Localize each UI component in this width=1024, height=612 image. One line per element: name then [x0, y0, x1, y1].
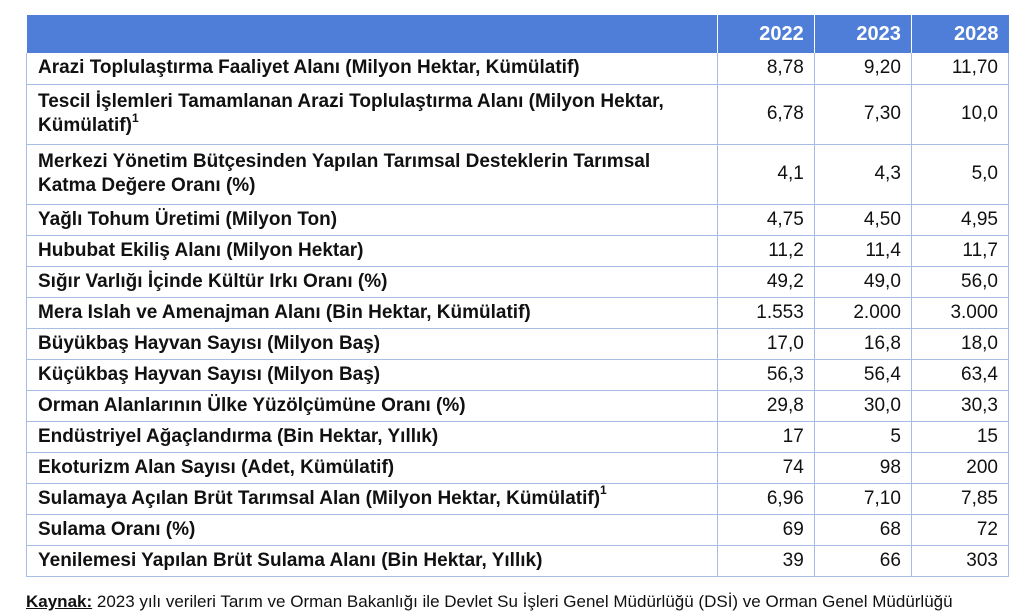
table-row [27, 390, 1009, 421]
row-label: Endüstriyel Ağaçlandırma (Bin Hektar, Yıllık) [38, 425, 439, 447]
row-label-cell [27, 545, 718, 576]
row-label: Ekoturizm Alan Sayısı (Adet, Kümülatif) [38, 456, 395, 478]
row-label: Sığır Varlığı İçinde Kültür Irkı Oranı (%) [38, 270, 388, 292]
value-cell-2028: 30,3 [911, 390, 1008, 421]
value-cell-2022: 8,78 [717, 53, 814, 84]
value-cell-2022: 69 [717, 514, 814, 545]
row-label-cell [27, 204, 718, 235]
value-cell-2023: 7,30 [814, 84, 911, 144]
value-cell-2023: 66 [814, 545, 911, 576]
row-label-cell [27, 514, 718, 545]
row-label-cell [27, 266, 718, 297]
row-label-cell [27, 328, 718, 359]
row-label: Yenilemesi Yapılan Brüt Sulama Alanı (Bin Hektar, Yıllık) [38, 549, 543, 571]
value-cell-2028: 56,0 [911, 266, 1008, 297]
row-label: Orman Alanlarının Ülke Yüzölçümüne Oranı (%) [38, 394, 466, 416]
value-cell-2022: 17,0 [717, 328, 814, 359]
table-row [27, 359, 1009, 390]
value-cell-2028: 10,0 [911, 84, 1008, 144]
footnote-marker: 1 [600, 483, 607, 498]
value-cell-2028: 11,70 [911, 53, 1008, 84]
row-label-cell [27, 297, 718, 328]
value-cell-2023: 5 [814, 421, 911, 452]
row-label-cell [27, 390, 718, 421]
value-cell-2022: 4,75 [717, 204, 814, 235]
table-row [27, 328, 1009, 359]
value-cell-2028: 7,85 [911, 483, 1008, 514]
value-cell-2022: 1.553 [717, 297, 814, 328]
value-cell-2028: 200 [911, 452, 1008, 483]
row-label: Sulama Oranı (%) [38, 518, 196, 540]
row-label-cell [27, 359, 718, 390]
value-cell-2028: 5,0 [911, 144, 1008, 204]
row-label-cell [27, 84, 718, 144]
row-label: Hububat Ekiliş Alanı (Milyon Hektar) [38, 239, 364, 261]
table-body [27, 53, 1009, 576]
row-label-cell [27, 235, 718, 266]
value-cell-2022: 39 [717, 545, 814, 576]
row-label-cell [27, 144, 718, 204]
value-cell-2028: 15 [911, 421, 1008, 452]
row-label: Sulamaya Açılan Brüt Tarımsal Alan (Milyon Hektar, Kümülatif) [38, 487, 601, 509]
row-label: Tescil İşlemleri Tamamlanan Arazi Toplulaştırma Alanı (Milyon Hektar, Kümülatif) [38, 91, 664, 136]
value-cell-2023: 2.000 [814, 297, 911, 328]
value-cell-2023: 7,10 [814, 483, 911, 514]
value-cell-2028: 303 [911, 545, 1008, 576]
footnote-marker: 1 [131, 110, 139, 125]
value-cell-2028: 3.000 [911, 297, 1008, 328]
header-year-2023: 2023 [814, 15, 911, 53]
value-cell-2023: 16,8 [814, 328, 911, 359]
table-row [27, 452, 1009, 483]
header-label-cell [27, 15, 718, 53]
value-cell-2028: 63,4 [911, 359, 1008, 390]
value-cell-2022: 6,96 [717, 483, 814, 514]
value-cell-2023: 30,0 [814, 390, 911, 421]
value-cell-2022: 74 [717, 452, 814, 483]
table-row [27, 266, 1009, 297]
row-label: Merkezi Yönetim Bütçesinden Yapılan Tarımsal Desteklerin Tarımsal Katma Değere Oranı (%) [38, 151, 651, 196]
value-cell-2022: 56,3 [717, 359, 814, 390]
indicator-table-container [26, 15, 1009, 577]
value-cell-2028: 18,0 [911, 328, 1008, 359]
table-row [27, 421, 1009, 452]
value-cell-2022: 17 [717, 421, 814, 452]
row-label-cell [27, 421, 718, 452]
value-cell-2023: 98 [814, 452, 911, 483]
value-cell-2022: 6,78 [717, 84, 814, 144]
table-header-row [27, 15, 1009, 53]
table-row [27, 84, 1009, 144]
value-cell-2023: 4,50 [814, 204, 911, 235]
value-cell-2028: 11,7 [911, 235, 1008, 266]
row-label: Yağlı Tohum Üretimi (Milyon Ton) [38, 208, 338, 230]
row-label: Büyükbaş Hayvan Sayısı (Milyon Baş) [38, 332, 381, 354]
table-row [27, 545, 1009, 576]
table-row [27, 483, 1009, 514]
value-cell-2023: 4,3 [814, 144, 911, 204]
value-cell-2023: 68 [814, 514, 911, 545]
table-row [27, 297, 1009, 328]
value-cell-2022: 29,8 [717, 390, 814, 421]
row-label: Mera Islah ve Amenajman Alanı (Bin Hektar, Kümülatif) [38, 301, 531, 323]
table-row [27, 144, 1009, 204]
value-cell-2023: 56,4 [814, 359, 911, 390]
table-row [27, 514, 1009, 545]
value-cell-2028: 4,95 [911, 204, 1008, 235]
row-label-cell [27, 483, 718, 514]
value-cell-2023: 49,0 [814, 266, 911, 297]
header-year-2022: 2022 [717, 15, 814, 53]
table-row [27, 204, 1009, 235]
value-cell-2023: 9,20 [814, 53, 911, 84]
row-label: Küçükbaş Hayvan Sayısı (Milyon Baş) [38, 363, 381, 385]
source-label: Kaynak: [26, 592, 93, 611]
value-cell-2022: 4,1 [717, 144, 814, 204]
value-cell-2022: 11,2 [717, 235, 814, 266]
header-year-2028: 2028 [911, 15, 1008, 53]
table-row [27, 53, 1009, 84]
row-label-cell [27, 53, 718, 84]
row-label-cell [27, 452, 718, 483]
row-label: Arazi Toplulaştırma Faaliyet Alanı (Milyon Hektar, Kümülatif) [38, 57, 580, 79]
value-cell-2023: 11,4 [814, 235, 911, 266]
indicator-table [26, 15, 1009, 577]
value-cell-2022: 49,2 [717, 266, 814, 297]
source-note [26, 592, 953, 612]
value-cell-2028: 72 [911, 514, 1008, 545]
source-text: 2023 yılı verileri Tarım ve Orman Bakanlığı ile Devlet Su İşleri Genel Müdürlüğü (DSİ) ve Orman Genel Müdürlüğü [92, 592, 953, 611]
table-row [27, 235, 1009, 266]
